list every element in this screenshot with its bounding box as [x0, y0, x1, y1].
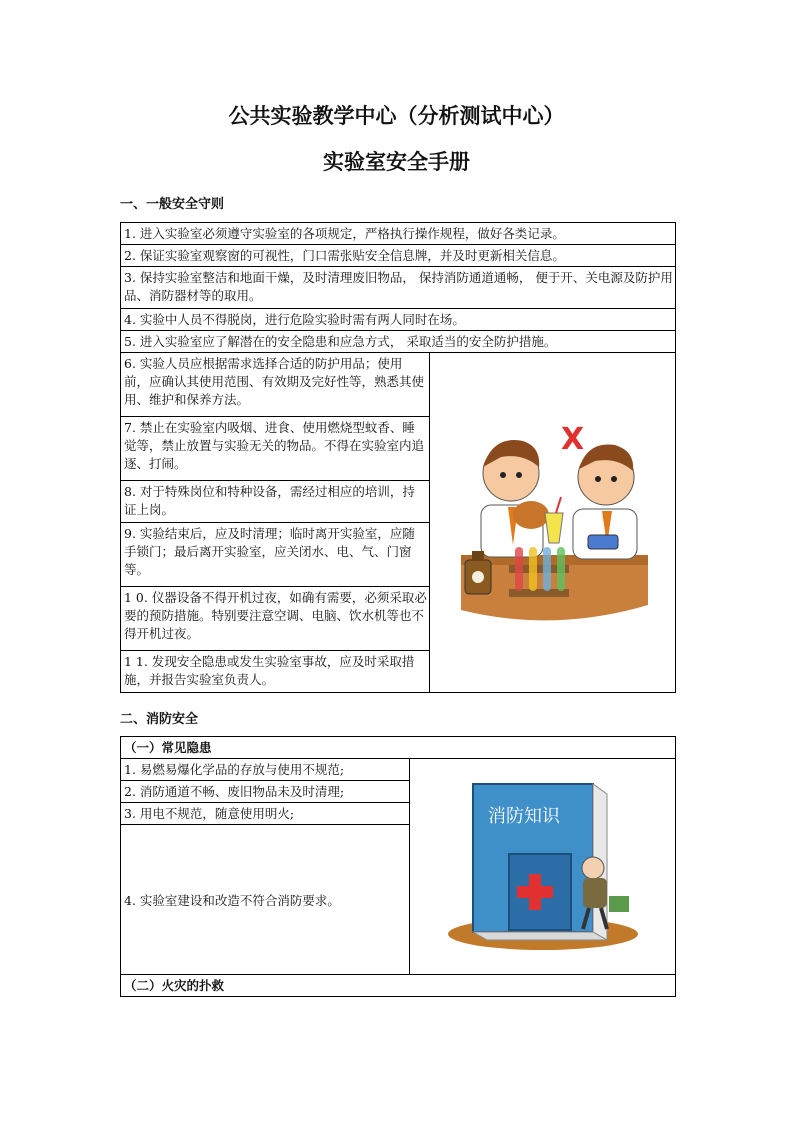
general-rules-table [120, 222, 676, 693]
prohibited-mark: X [560, 422, 584, 457]
hazard-row: 2. 消防通道不畅、废旧物品未及时清理; [121, 781, 410, 803]
subheading-common-hazards: （一）常见隐患 [121, 737, 676, 759]
rule-row: 4. 实验中人员不得脱岗，进行危险实验时需有两人同时在场。 [121, 309, 676, 331]
section-heading-general-rules: 一、一般安全守则 [120, 197, 225, 212]
rule-row: 8. 对于特殊岗位和特种设备，需经过相应的培训，持证上岗。 [121, 481, 430, 523]
fire-safety-table [120, 736, 676, 997]
rule-row: 5. 进入实验室应了解潜在的安全隐患和应急方式， 采取适当的安全防护措施。 [121, 331, 676, 353]
rule-row: 1 0. 仪器设备不得开机过夜，如确有需要，必须采取必要的预防措施。特别要注意空调、电脑、饮水机等也不得开机过夜。 [121, 587, 430, 651]
fire-knowledge-book-illustration [443, 764, 643, 964]
rule-row: 1 1. 发现安全隐患或发生实验室事故，应及时采取措施，并报告实验室负责人。 [121, 651, 430, 693]
illustration-cell [410, 759, 676, 975]
document-subtitle: 实验室安全手册 [323, 150, 470, 174]
book-title: 消防知识 [487, 806, 560, 827]
section-heading-fire-safety: 二、消防安全 [120, 712, 199, 727]
rule-row: 1. 进入实验室必须遵守实验室的各项规定，严格执行操作规程，做好各类记录。 [121, 223, 676, 245]
illustration-cell [430, 353, 676, 693]
rule-row: 6. 实验人员应根据需求选择合适的防护用品；使用前，应确认其使用范围、有效期及完好性等，熟悉其使用、维护和保养方法。 [121, 353, 430, 417]
document-title: 公共实验教学中心（分析测试中心） [228, 104, 565, 128]
rule-row: 2. 保证实验室观察窗的可视性，门口需张贴安全信息牌，并及时更新相关信息。 [121, 245, 676, 267]
hazard-row: 1. 易燃易爆化学品的存放与使用不规范; [121, 759, 410, 781]
hazard-row: 4. 实验室建设和改造不符合消防要求。 [121, 825, 410, 975]
rule-row: 7. 禁止在实验室内吸烟、进食、使用燃烧型蚊香、睡觉等，禁止放置与实验无关的物品。不得在实验室内追逐、打闹。 [121, 417, 430, 481]
lab-students-illustration [453, 405, 653, 635]
subheading-fire-fighting: （二）火灾的扑救 [121, 975, 676, 997]
rule-row: 3. 保持实验室整洁和地面干燥，及时清理废旧物品， 保持消防通道通畅， 便于开、关电源及防护用品、消防器材等的取用。 [121, 267, 676, 309]
hazard-row: 3. 用电不规范，随意使用明火; [121, 803, 410, 825]
rule-row: 9. 实验结束后，应及时清理；临时离开实验室，应随手锁门；最后离开实验室，应关闭水、电、气、门窗等。 [121, 523, 430, 587]
